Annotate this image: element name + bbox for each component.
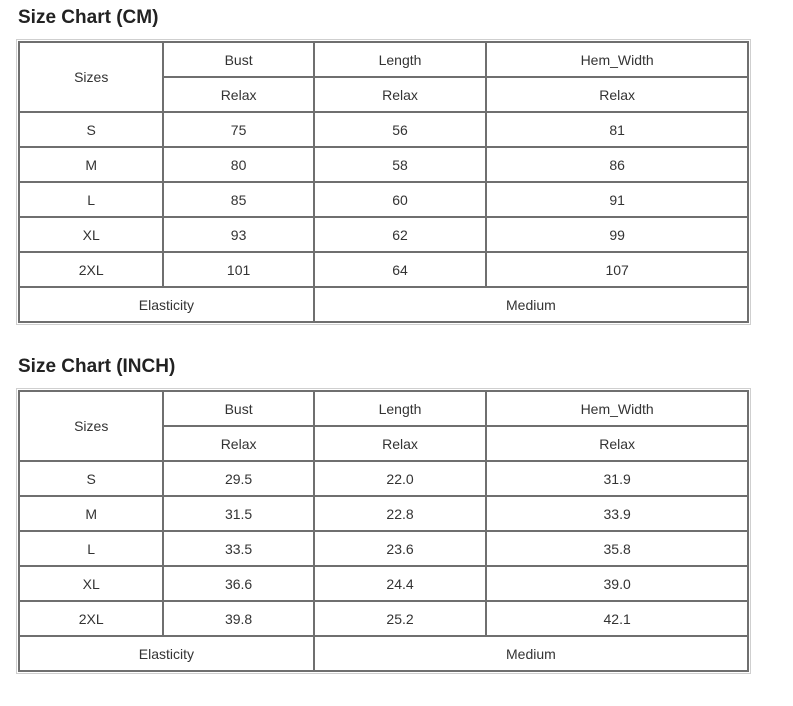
size-cell: XL (19, 566, 163, 601)
header-row (19, 42, 748, 77)
hem-width-cell: 86 (486, 147, 748, 182)
elasticity-label: Elasticity (19, 287, 314, 322)
elasticity-value: Medium (314, 636, 748, 671)
size-cell: L (19, 182, 163, 217)
bust-cell: 31.5 (163, 496, 313, 531)
size-cell: L (19, 531, 163, 566)
fit-hem-width: Relax (486, 77, 748, 112)
header-sizes: Sizes (19, 391, 163, 461)
fit-length: Relax (314, 77, 486, 112)
table-row (19, 147, 748, 182)
length-cell: 22.0 (314, 461, 486, 496)
hem-width-cell: 35.8 (486, 531, 748, 566)
hem-width-cell: 42.1 (486, 601, 748, 636)
header-row (19, 391, 748, 426)
table-row (19, 217, 748, 252)
elasticity-row (19, 636, 748, 671)
bust-cell: 39.8 (163, 601, 313, 636)
header-sizes: Sizes (19, 42, 163, 112)
size-chart-cm-title: Size Chart (CM) (18, 7, 159, 28)
length-cell: 62 (314, 217, 486, 252)
table-row (19, 252, 748, 287)
header-hem-width: Hem_Width (486, 391, 748, 426)
length-cell: 24.4 (314, 566, 486, 601)
hem-width-cell: 91 (486, 182, 748, 217)
table-row (19, 601, 748, 636)
elasticity-row (19, 287, 748, 322)
size-cell: S (19, 112, 163, 147)
bust-cell: 93 (163, 217, 313, 252)
table-row (19, 496, 748, 531)
table-row (19, 461, 748, 496)
fit-length: Relax (314, 426, 486, 461)
length-cell: 25.2 (314, 601, 486, 636)
bust-cell: 85 (163, 182, 313, 217)
size-chart-inch-title: Size Chart (INCH) (18, 356, 176, 377)
table-row (19, 531, 748, 566)
elasticity-value: Medium (314, 287, 748, 322)
bust-cell: 75 (163, 112, 313, 147)
bust-cell: 36.6 (163, 566, 313, 601)
fit-bust: Relax (163, 77, 313, 112)
length-cell: 22.8 (314, 496, 486, 531)
table-row (19, 566, 748, 601)
header-bust: Bust (163, 391, 313, 426)
size-cell: 2XL (19, 601, 163, 636)
size-chart-inch-table (18, 390, 749, 672)
header-length: Length (314, 42, 486, 77)
size-cell: M (19, 147, 163, 182)
length-cell: 60 (314, 182, 486, 217)
fit-hem-width: Relax (486, 426, 748, 461)
header-hem-width: Hem_Width (486, 42, 748, 77)
fit-bust: Relax (163, 426, 313, 461)
hem-width-cell: 39.0 (486, 566, 748, 601)
size-cell: M (19, 496, 163, 531)
size-chart-cm-table (18, 41, 749, 323)
length-cell: 23.6 (314, 531, 486, 566)
bust-cell: 33.5 (163, 531, 313, 566)
bust-cell: 80 (163, 147, 313, 182)
size-cell: S (19, 461, 163, 496)
table-row (19, 112, 748, 147)
bust-cell: 29.5 (163, 461, 313, 496)
hem-width-cell: 107 (486, 252, 748, 287)
table-row (19, 182, 748, 217)
header-bust: Bust (163, 42, 313, 77)
size-cell: 2XL (19, 252, 163, 287)
hem-width-cell: 31.9 (486, 461, 748, 496)
elasticity-label: Elasticity (19, 636, 314, 671)
length-cell: 58 (314, 147, 486, 182)
length-cell: 56 (314, 112, 486, 147)
length-cell: 64 (314, 252, 486, 287)
hem-width-cell: 81 (486, 112, 748, 147)
header-length: Length (314, 391, 486, 426)
hem-width-cell: 33.9 (486, 496, 748, 531)
size-cell: XL (19, 217, 163, 252)
hem-width-cell: 99 (486, 217, 748, 252)
bust-cell: 101 (163, 252, 313, 287)
